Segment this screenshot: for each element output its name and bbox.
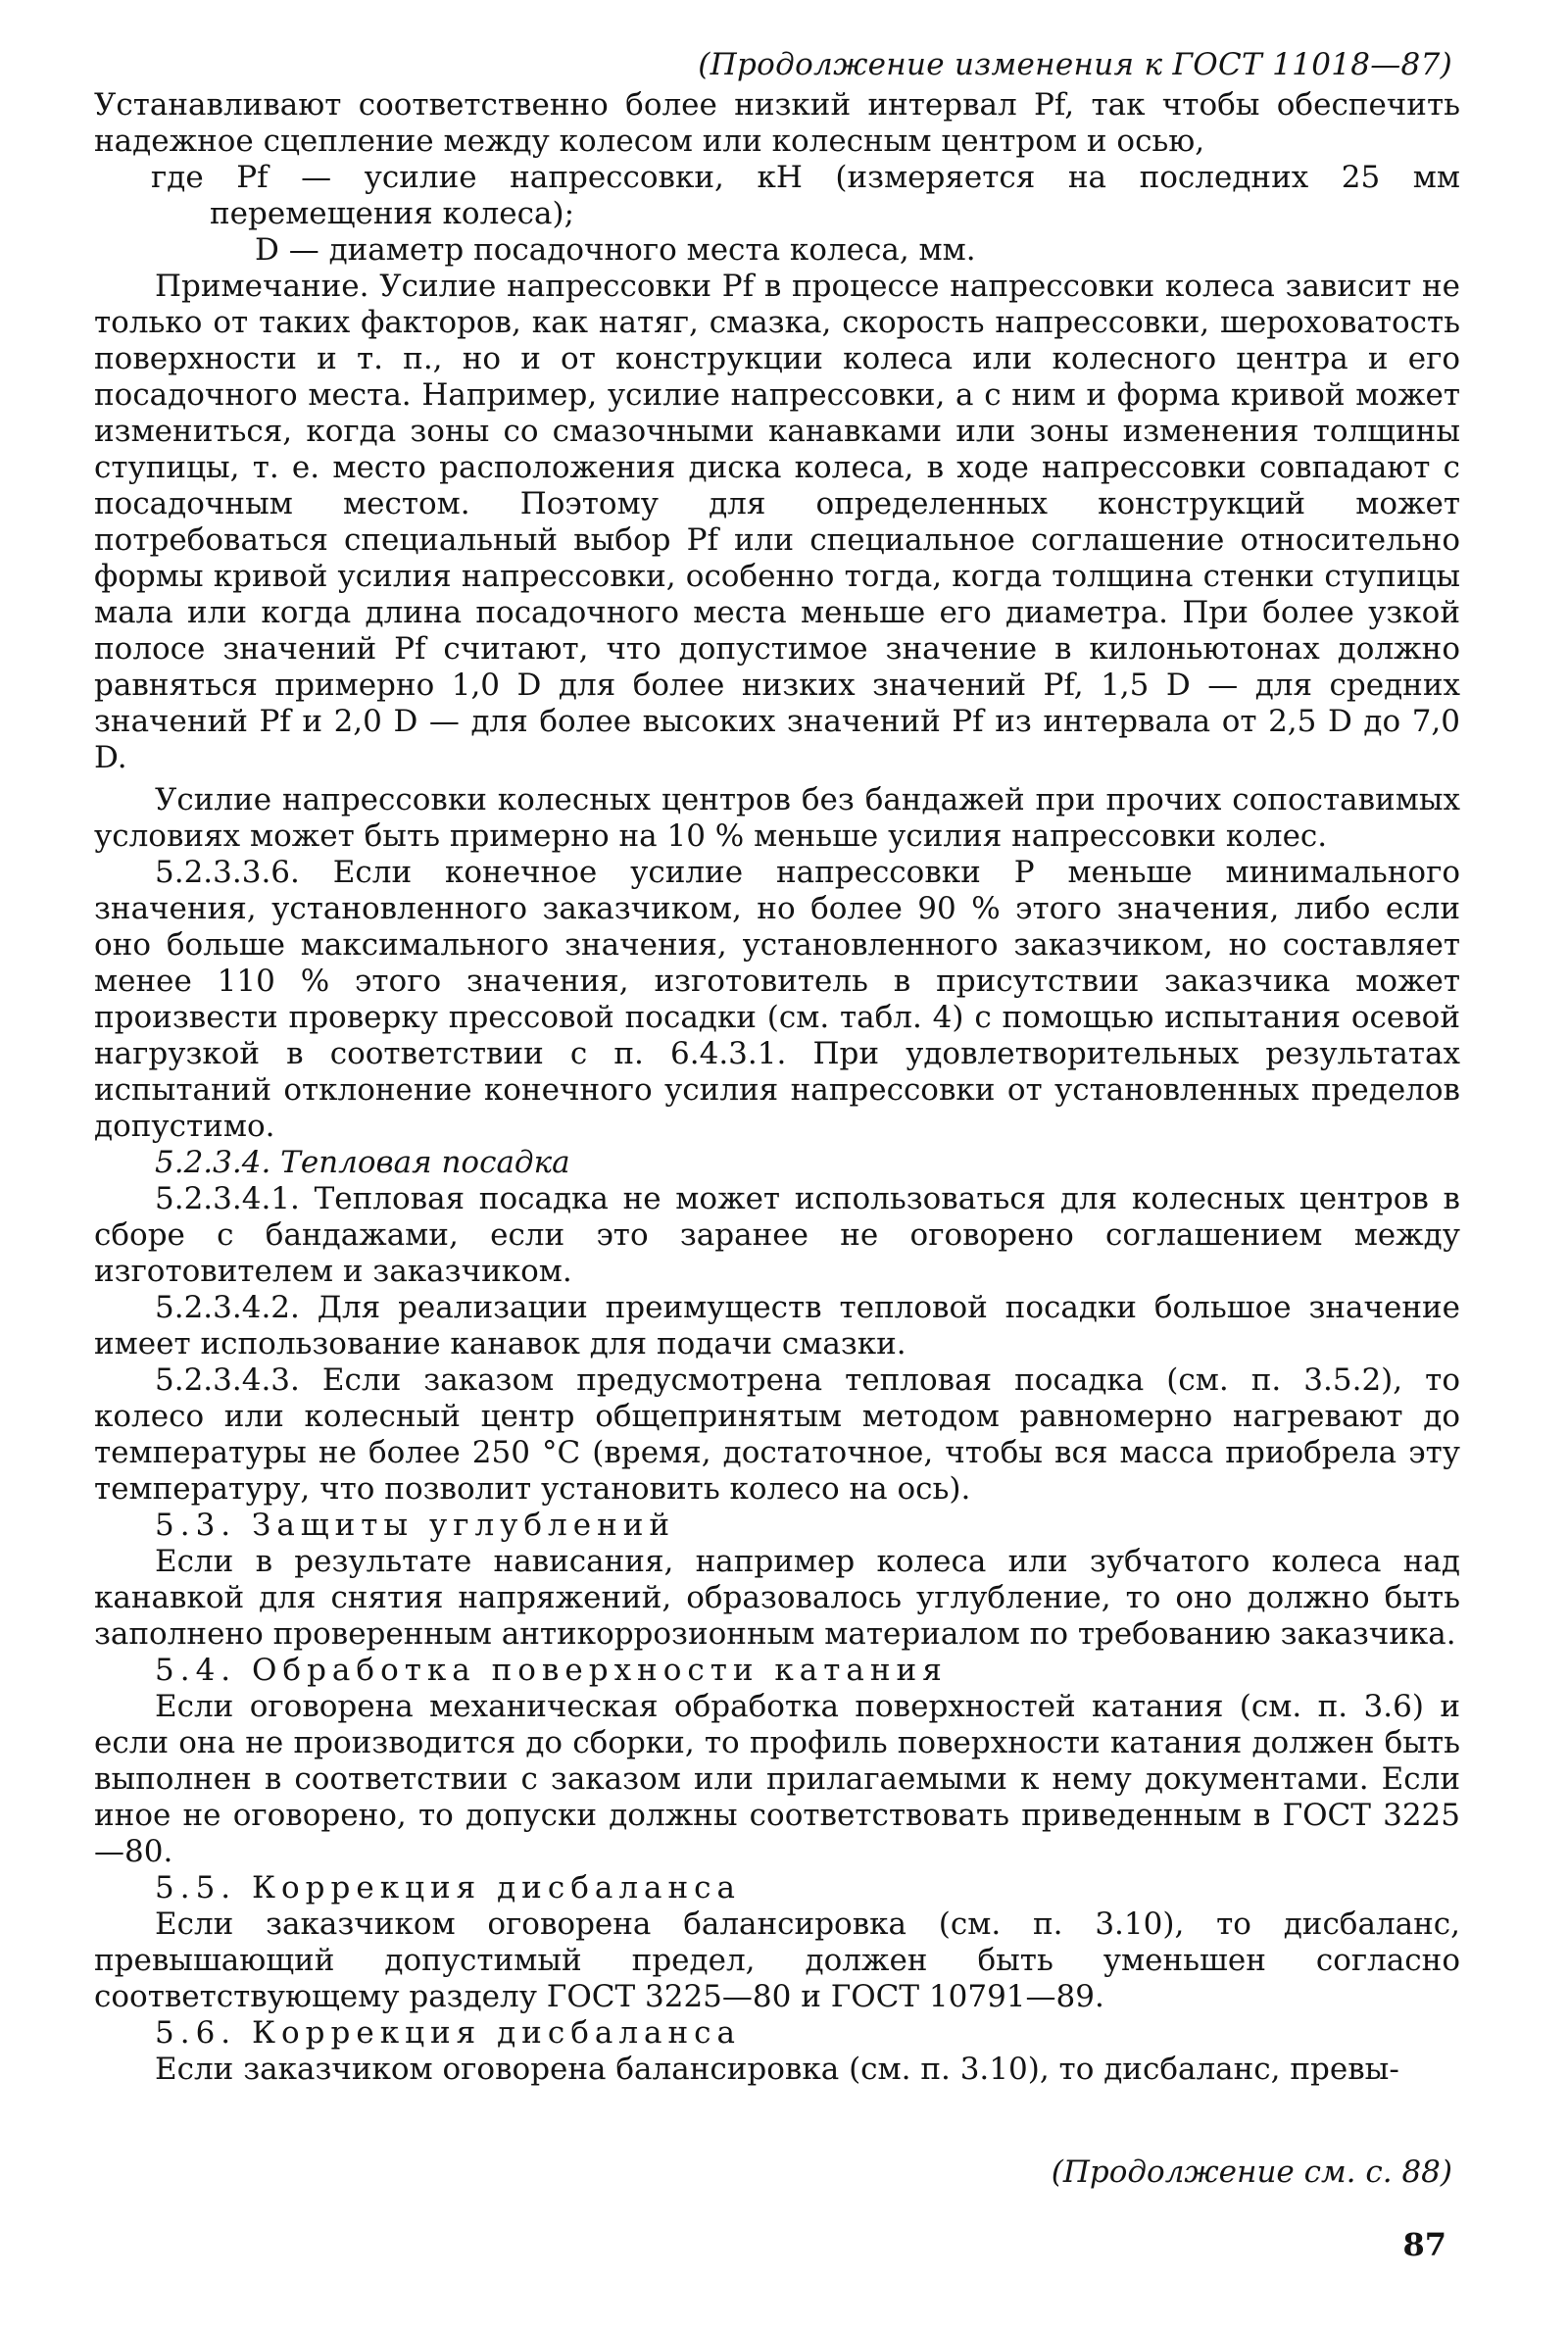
- section-5-5-title: 5.5. Коррекция дисбаланса: [155, 1870, 742, 1905]
- clause-5-2-3-4-1: 5.2.3.4.1. Тепловая посадка не может использоваться для колесных центров в сборе с бандажами, если это заранее не оговорено соглашением между изготовителем и заказчиком.: [94, 1181, 1460, 1289]
- paragraph-intro: Устанавливают соответственно более низкий интервал Pf, так чтобы обеспечить надежное сцепление между колесом или колесным центром и осью,: [94, 87, 1460, 159]
- continuation-note: (Продолжение см. с. 88): [1051, 2154, 1452, 2190]
- section-5-5-text: Если заказчиком оговорена балансировка (см. п. 3.10), то дисбаланс, превышающий допустимый предел, должен быть уменьшен согласно соответствующему разделу ГОСТ 3225—80 и ГОСТ 10791—89.: [94, 1906, 1460, 2014]
- definition-pf: где Pf — усилие напрессовки, кН (измеряется на последних 25 мм перемещения колеса);: [151, 160, 1460, 231]
- section-5-4-title: 5.4. Обработка поверхности катания: [155, 1653, 948, 1688]
- section-5-3-title: 5.3. Защиты углублений: [155, 1508, 676, 1543]
- note-paragraph: Примечание. Усилие напрессовки Pf в процессе напрессовки колеса зависит не только от таких факторов, как натяг, смазка, скорость напрессовки, шероховатость поверхности и т. п., но и от конструкции колеса или колесного центра и его посадочного места. Например, усилие напрессовки, а с ним и форма кривой может измениться, когда зоны со смазочными канавками или зоны изменения толщины ступицы, т. е. место расположения диска колеса, в ходе напрессовки совпадают с посадочным местом. Поэтому для определенных конструкций может потребоваться специальный выбор Pf или специальное соглашение относительно формы кривой усилия напрессовки, особенно тогда, когда толщина стенки ступицы мала или когда длина посадочного места меньше его диаметра. При более узкой полосе значений Pf считают, что допустимое значение в килоньютонах должно равняться примерно 1,0 D для более низких значений Pf, 1,5 D — для средних значений Pf и 2,0 D — для более высоких значений Pf из интервала от 2,5 D до 7,0 D.: [94, 269, 1460, 775]
- section-5-6-title: 5.6. Коррекция дисбаланса: [155, 2015, 742, 2051]
- section-5-4-text: Если оговорена механическая обработка поверхностей катания (см. п. 3.6) и если она не производится до сборки, то профиль поверхности катания должен быть выполнен в соответствии с заказом или прилагаемыми к нему документами. Если иное не оговорено, то допуски должны соответствовать приведенным в ГОСТ 3225—80.: [94, 1689, 1460, 1869]
- definition-d: D — диаметр посадочного места колеса, мм.: [255, 232, 976, 268]
- page-number: 87: [1402, 2226, 1446, 2263]
- clause-5-2-3-4-2: 5.2.3.4.2. Для реализации преимуществ тепловой посадки большое значение имеет использование канавок для подачи смазки.: [94, 1290, 1460, 1361]
- clause-5-2-3-4-3: 5.2.3.4.3. Если заказом предусмотрена тепловая посадка (см. п. 3.5.2), то колесо или колесный центр общепринятым методом равномерно нагревают до температуры не более 250 °C (время, достаточное, чтобы вся масса приобрела эту температуру, что позволит установить колесо на ось).: [94, 1362, 1460, 1507]
- section-5-6-text: Если заказчиком оговорена балансировка (см. п. 3.10), то дисбаланс, превы-: [155, 2052, 1399, 2087]
- running-header: (Продолжение изменения к ГОСТ 11018—87): [698, 47, 1452, 82]
- clause-5-2-3-3-6: 5.2.3.3.6. Если конечное усилие напрессовки P меньше минимального значения, установленного заказчиком, но более 90 % этого значения, либо если оно больше максимального значения, установленного заказчиком, но составляет менее 110 % этого значения, изготовитель в присутствии заказчика может произвести проверку прессовой посадки (см. табл. 4) с помощью испытания осевой нагрузкой в соответствии с п. 6.4.3.1. При удовлетворительных результатах испытаний отклонение конечного усилия напрессовки от установленных пределов допустимо.: [94, 855, 1460, 1144]
- clause-5-2-3-4-title: 5.2.3.4. Тепловая посадка: [155, 1145, 570, 1180]
- section-5-3-text: Если в результате нависания, например колеса или зубчатого колеса над канавкой для снятия напряжений, образовалось углубление, то оно должно быть заполнено проверенным антикоррозионным материалом по требованию заказчика.: [94, 1544, 1460, 1652]
- paragraph-wheel-centres: Усилие напрессовки колесных центров без бандажей при прочих сопоставимых условиях может быть примерно на 10 % меньше усилия напрессовки колес.: [94, 782, 1460, 854]
